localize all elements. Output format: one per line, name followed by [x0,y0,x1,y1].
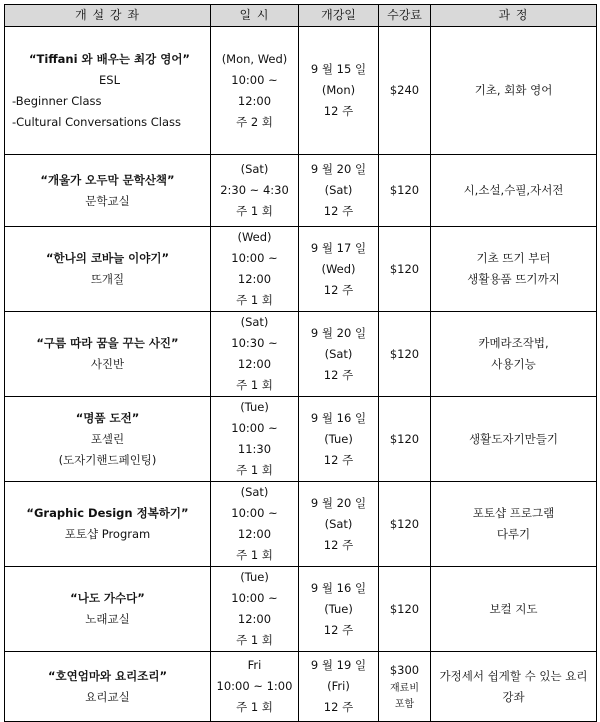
content-line: 기초, 회화 영어 [474,83,553,97]
schedule-line: 11:30 [237,442,272,456]
start-date-cell [299,227,379,312]
course-subtitle: 사진반 [90,357,125,371]
course-title: “Tiffani 와 배우는 최강 영어” [29,51,190,66]
content-line: 가정세서 쉽게할 수 있는 요리 [439,668,588,683]
start-date-line: 9 월 17 일 [310,240,367,255]
start-date-line: (Fri) [327,679,350,693]
course-title: “나도 가수다” [70,591,145,605]
fee-cell [379,482,431,567]
schedule-line: 10:00 ~ [231,72,278,87]
start-date-line: 12 주 [323,282,354,297]
schedule-cell [211,397,299,482]
schedule-line: 주 1 회 [236,633,273,647]
schedule-line: 12:00 [237,527,272,541]
schedule-cell [211,227,299,312]
course-title: “Graphic Design 정복하기” [26,506,189,520]
fee-amount: $120 [389,261,420,276]
content-line: 생활용품 뜨기까지 [467,272,560,286]
schedule-cell [211,155,299,227]
schedule-line: (Sat) [240,162,269,176]
schedule-line: (Sat) [240,485,269,499]
schedule-line: 10:00 ~ 1:00 [216,679,293,693]
start-date-line: (Tue) [324,431,353,446]
fee-amount: $120 [389,431,420,446]
schedule-line: (Wed) [237,230,272,244]
fee-cell [379,652,431,722]
schedule-line: (Sat) [240,315,269,329]
course-subtitle: 포토샵 Program [64,527,151,541]
header-fee: 수강료 [379,5,431,27]
schedule-cell [211,312,299,397]
table-row [5,567,597,652]
start-date-line: 9 월 16 일 [310,580,367,595]
table-row [5,27,597,155]
course-extra-line: -Cultural Conversations Class [12,114,182,129]
start-date-line: 9 월 20 일 [310,162,367,176]
content-cell [431,567,597,652]
start-date-line: 9 월 19 일 [310,658,367,672]
fee-note: 포함 [394,699,415,710]
fee-amount: $120 [389,516,420,531]
course-cell [5,567,211,652]
course-cell [5,227,211,312]
schedule-line: 12:00 [237,357,272,371]
fee-amount: $120 [389,346,420,361]
start-date-cell [299,652,379,722]
course-schedule-table [4,4,597,722]
fee-amount: $300 [389,663,420,677]
start-date-line: (Mon) [321,83,356,97]
start-date-line: 12 주 [323,537,354,552]
start-date-line: 9 월 15 일 [310,62,367,76]
start-date-line: (Sat) [324,516,353,531]
content-line: 포토샵 프로그램 [472,506,555,520]
content-cell [431,397,597,482]
course-extra-line: -Beginner Class [12,93,102,108]
content-cell [431,652,597,722]
start-date-cell [299,397,379,482]
schedule-line: 10:30 ~ [231,336,278,350]
schedule-line: 10:00 ~ [231,506,278,520]
schedule-line: 12:00 [237,272,272,286]
start-date-cell [299,27,379,155]
start-date-line: 12 주 [323,104,354,118]
schedule-line: (Mon, Wed) [221,51,288,66]
course-subtitle: 뜨개질 [90,272,125,286]
start-date-cell [299,567,379,652]
content-line: 시,소설,수필,자서전 [463,183,564,197]
content-line: 강좌 [502,689,525,704]
start-date-line: (Sat) [324,346,353,361]
start-date-line: 9 월 20 일 [310,325,367,340]
schedule-line: 주 1 회 [236,463,273,477]
start-date-line: (Wed) [321,261,356,276]
course-cell [5,155,211,227]
start-date-cell [299,312,379,397]
schedule-line: 주 1 회 [236,700,273,714]
content-line: 기초 뜨기 부터 [476,251,551,265]
fee-amount: $120 [389,183,420,197]
course-cell [5,397,211,482]
schedule-cell [211,27,299,155]
start-date-line: 9 월 20 일 [310,495,367,510]
schedule-line: 주 1 회 [236,378,273,392]
start-date-line: (Tue) [324,601,353,616]
schedule-line: (Tue) [240,400,269,414]
schedule-line: 10:00 ~ [231,251,278,265]
header-course: 개 설 강 좌 [5,5,211,27]
fee-cell [379,312,431,397]
fee-cell [379,567,431,652]
schedule-line: 2:30 ~ 4:30 [220,183,289,197]
content-line: 카메라조작법, [478,336,549,350]
start-date-line: 9 월 16 일 [310,410,367,425]
course-cell [5,27,211,155]
schedule-line: 주 1 회 [236,548,273,562]
table-row [5,482,597,567]
schedule-line: 10:00 ~ [231,591,278,605]
fee-cell [379,155,431,227]
start-date-line: 12 주 [323,622,354,637]
schedule-line: 12:00 [237,93,272,108]
fee-note: 재료비 [390,683,419,694]
course-title: “명품 도전” [75,410,140,425]
content-line: 다루기 [496,527,531,541]
table-row [5,312,597,397]
course-cell [5,312,211,397]
schedule-line: 주 1 회 [236,293,273,307]
content-cell [431,227,597,312]
course-subtitle: 요리교실 [85,689,130,704]
header-schedule: 일 시 [211,5,299,27]
content-cell [431,482,597,567]
fee-cell [379,27,431,155]
header-content: 과 정 [431,5,597,27]
start-date-cell [299,482,379,567]
start-date-line: (Sat) [324,183,353,197]
course-subtitle: 포셀린 [90,431,125,446]
course-subtitle: 노래교실 [85,612,130,626]
schedule-line: 12:00 [237,612,272,626]
start-date-cell [299,155,379,227]
table-row [5,227,597,312]
schedule-line: 주 2 회 [236,114,273,129]
fee-amount: $120 [389,601,420,616]
course-title: “한나의 코바늘 이야기” [45,251,170,265]
table-row [5,397,597,482]
start-date-line: 12 주 [323,700,354,714]
header-start-date: 개강일 [299,5,379,27]
course-cell [5,482,211,567]
fee-cell [379,397,431,482]
schedule-line: Fri [247,658,262,672]
schedule-cell [211,567,299,652]
course-extra-line: (도자기핸드페인팅) [58,452,157,467]
course-title: “호연엄마와 요리조리” [47,668,168,683]
content-line: 보컬 지도 [489,601,538,616]
fee-cell [379,227,431,312]
start-date-line: 12 주 [323,452,354,467]
schedule-line: 10:00 ~ [231,421,278,435]
course-subtitle: 문학교실 [85,193,130,208]
content-cell [431,27,597,155]
schedule-cell [211,482,299,567]
schedule-line: 주 1 회 [236,204,273,218]
fee-amount: $240 [389,83,420,97]
table-header-row [5,5,597,27]
start-date-line: 12 주 [323,367,354,382]
course-subtitle: ESL [99,72,120,87]
start-date-line: 12 주 [323,204,354,218]
schedule-cell [211,652,299,722]
table-row [5,155,597,227]
content-cell [431,155,597,227]
content-cell [431,312,597,397]
course-title: “구름 따라 꿈을 꾸는 사진” [36,336,179,350]
content-line: 생활도자기만들기 [469,431,558,446]
course-title: “개울가 오두막 문학산책” [40,172,175,187]
schedule-line: (Tue) [240,570,269,584]
content-line: 사용기능 [491,357,536,371]
course-cell [5,652,211,722]
table-row [5,652,597,722]
